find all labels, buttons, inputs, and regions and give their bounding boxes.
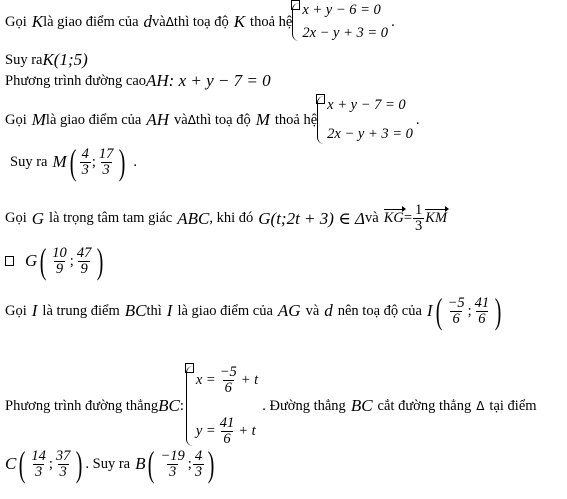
fraction: $\frac{14}{3}$ [31,447,46,480]
var-ah: AH [146,110,170,129]
var-g: G [25,251,38,270]
left-paren: ( [39,241,47,281]
text: Gọi [5,210,27,226]
var-d: d [143,12,153,31]
line-altitude-ah [5,71,271,91]
text: Gọi [5,111,27,128]
text: , khi đó [209,210,254,226]
delta-symbol: Δ [476,399,485,413]
right-paren: ) [207,444,215,484]
left-paren: ( [435,291,442,331]
var-ag: AG [277,301,301,320]
vector-kg: KG [383,210,404,226]
right-paren: ) [494,291,502,331]
right-paren: ) [119,142,126,182]
point-g-param: G(t;2t + 3) ∈ Δ [258,208,366,228]
line-suy-ra-m: Suy ra M ( $\frac{4}{3}$ ; $\frac{17}{3}$ ) . [10,142,138,182]
text: thoả hệ [250,13,293,30]
text: . [133,153,138,170]
left-paren: ( [19,444,26,484]
fraction: $\frac{4}{3}$ [81,145,89,178]
line-bc-equation [5,365,537,447]
equation-system [292,2,388,42]
text: cắt đường thẳng [377,397,472,414]
equation: x + y − 7 = 0 [327,97,406,113]
line-k-intersection [5,2,395,42]
text: tại điểm [489,397,537,414]
brace [292,3,299,41]
text: và [174,111,188,128]
vector-km: KM [425,210,448,226]
line-suy-ra-k [5,50,88,70]
var-d: d [324,301,333,320]
point-k: K(1;5) [42,50,88,69]
var-b: B [135,454,146,473]
text: là giao điểm của [43,13,139,30]
text: nên toạ độ của [337,302,422,319]
right-paren: ) [76,444,83,484]
text: là giao điểm của [45,111,142,128]
var-c: C [5,454,17,473]
text: Suy ra [5,51,43,68]
equation: 2x − y + 3 = 0 [302,25,389,41]
var-bc: BC [124,301,147,320]
var-i: I [426,301,433,320]
var-bc: BC [158,396,180,415]
var-m: M [255,110,270,129]
param-x: x = $\frac{-5}{6}$ + t [195,364,259,396]
right-paren: ) [97,241,104,281]
var-m: M [31,110,46,129]
line-midpoint-i: Gọi I là trung điểm BC thì I là giao điểm của AG và d nên toạ độ của I ( $\frac{-5}{6}$ ; $\frac{41}{6}$ ) [5,291,502,331]
var-k: K [31,12,44,31]
fraction: $\frac{17}{3}$ [98,145,114,178]
fraction: $\frac{-5}{6}$ [447,294,465,327]
fraction: $\frac{37}{3}$ [55,447,71,480]
brace [317,96,324,144]
line-m-intersection [5,96,420,144]
text: . Đường thẳng [262,397,346,414]
var-bc: BC [350,396,373,415]
delta-symbol: Δ [187,113,196,127]
var-i: I [166,301,173,320]
text: là trọng tâm tam giác [49,210,173,226]
fraction: $\frac{10}{9}$ [52,244,67,277]
var-i: I [31,301,38,320]
line-centroid-g [5,203,447,234]
text: Suy ra [10,153,48,170]
text: Phương trình đường cao [5,72,146,89]
var-g: G [31,208,45,228]
text: và [152,13,166,30]
var-k: K [233,12,246,31]
text: : [179,397,184,414]
var-m: M [52,152,67,171]
text: = [403,210,413,226]
text: thì toạ độ [195,111,251,128]
equation: 2x − y + 3 = 0 [327,126,413,142]
var-ah: AH [146,71,169,90]
left-paren: ( [69,142,76,182]
text: Gọi [5,13,27,30]
text: thì [146,302,162,319]
line-g-result: G ( $\frac{10}{9}$ ; $\frac{47}{9}$ ) [5,243,106,279]
text: là trung điểm [42,302,120,319]
text: Gọi [5,302,27,319]
text: . [415,111,420,128]
parametric-system [186,365,258,447]
param-y: y = $\frac{41}{6}$ + t [195,415,256,447]
brace [186,366,193,446]
equation-system [317,96,413,144]
line-c-and-b: C ( $\frac{14}{3}$ ; $\frac{37}{3}$ ) . Suy ra B ( $\frac{-19}{3}$ ; $\frac{4}{3}$ ) [5,444,215,484]
equation: x + y − 6 = 0 [302,2,381,18]
text: thoả hệ [274,111,318,128]
text: . Suy ra [85,455,131,472]
text: và [365,210,379,226]
text: và [305,302,320,319]
fraction: $\frac{4}{3}$ [194,447,203,480]
fraction: $\frac{47}{9}$ [76,244,92,277]
text: Phương trình đường thẳng [5,397,159,414]
var-abc: ABC [177,208,210,228]
text: . [391,13,395,30]
fraction: $\frac{41}{6}$ [474,294,490,327]
fraction: $\frac{-19}{3}$ [160,447,185,480]
text: thì toạ độ [173,13,229,30]
text: là giao điểm của [177,302,273,319]
equation: : x + y − 7 = 0 [168,71,271,90]
left-paren: ( [148,444,155,484]
delta-symbol: Δ [165,15,174,29]
fraction: $\frac{1}{3}$ [415,202,423,234]
missing-glyph-box [5,256,14,266]
